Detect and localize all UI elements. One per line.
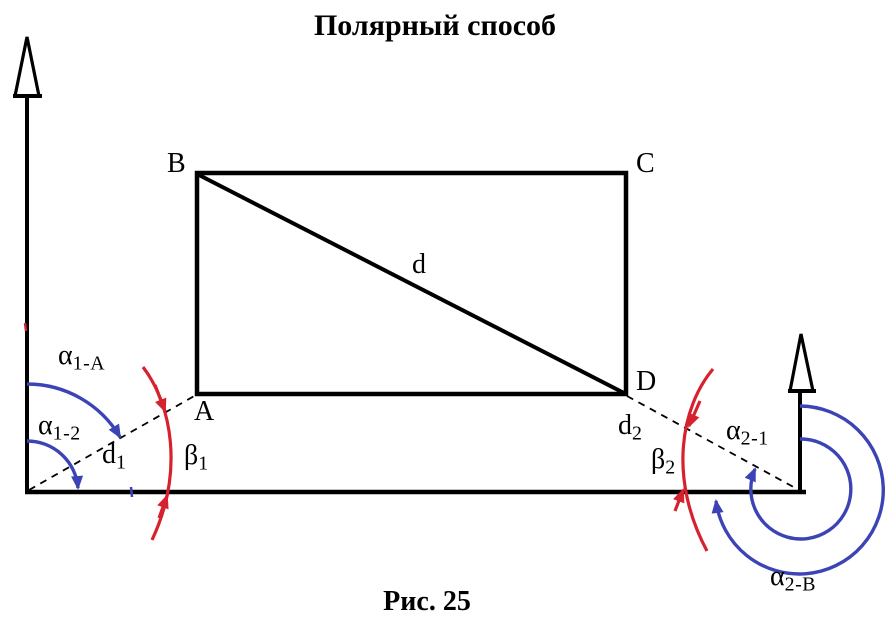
diagonal-b-d <box>199 175 624 393</box>
arc-beta-2 <box>683 369 713 551</box>
arc-beta-1-arrow-top-icon <box>155 385 165 411</box>
north-arrowhead-left-icon <box>15 37 39 96</box>
label-point-a: A <box>194 396 215 427</box>
label-azimuth-1-2: $\alpha_{1-2}$ <box>38 410 81 445</box>
arc-azimuth-1-2 <box>27 441 78 488</box>
label-diagonal-d: d <box>412 249 426 280</box>
label-azimuth-1-a: $\alpha_{1-A}$ <box>58 340 106 375</box>
label-azimuth-2-b: $\alpha_{2-B}$ <box>770 561 816 596</box>
north-arrowhead-right-icon <box>790 334 813 391</box>
stray-red-tick <box>25 323 26 331</box>
label-point-c: C <box>636 148 655 179</box>
label-distance-d1: $d_1$ <box>102 439 127 474</box>
label-beta-2: $\beta_2$ <box>651 444 676 479</box>
label-point-b: B <box>167 148 186 179</box>
diagram-title: Полярный способ <box>313 9 557 42</box>
label-point-d: D <box>636 366 657 397</box>
label-azimuth-2-1: $\alpha_{2-1}$ <box>726 415 769 450</box>
label-beta-1: $\beta_1$ <box>184 440 209 475</box>
label-distance-d2: $d_2$ <box>618 410 643 445</box>
figure-caption: Рис. 25 <box>383 586 471 617</box>
stray-blue-tick <box>131 487 132 497</box>
